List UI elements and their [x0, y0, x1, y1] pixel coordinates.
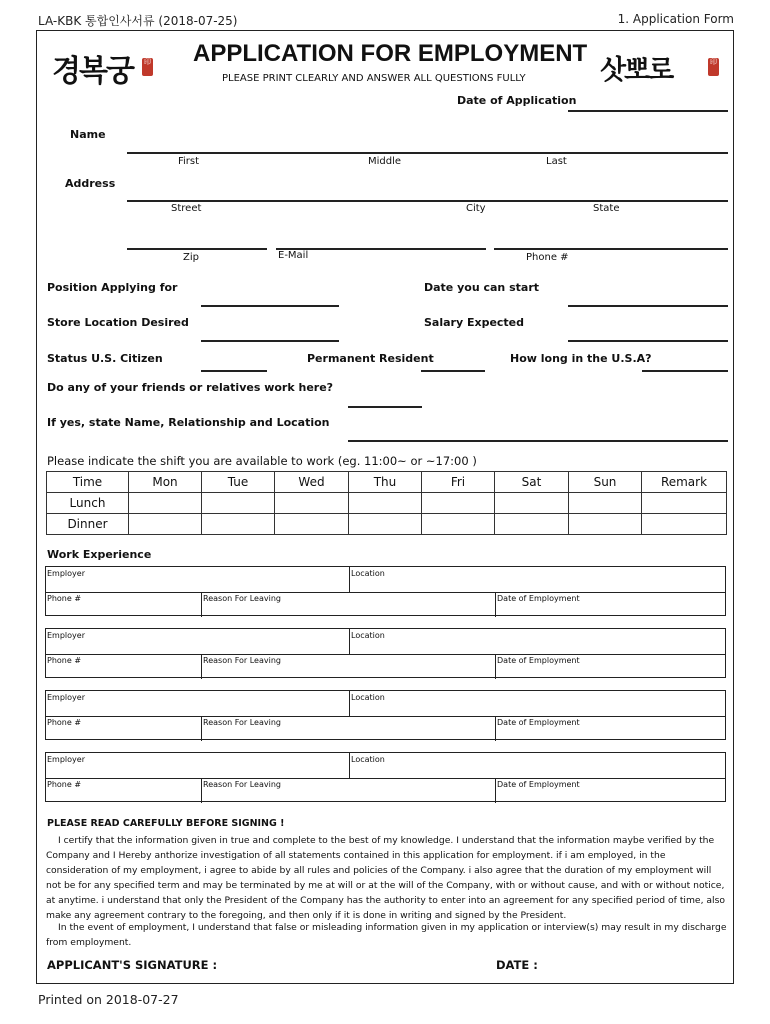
- date-of-employment-field[interactable]: Date of Employment: [495, 654, 725, 679]
- shift-row-dinner: [47, 514, 727, 535]
- position-label: Position Applying for: [47, 281, 178, 294]
- position-input[interactable]: [201, 290, 339, 306]
- work-entry-row: [46, 654, 725, 679]
- resident-label: Permanent Resident: [307, 352, 434, 365]
- salary-line: [568, 340, 728, 342]
- shift-instruction: Please indicate the shift you are available to work (eg. 11:00~ or ~17:00 ): [47, 454, 477, 468]
- shift-header-tue: Tue: [202, 472, 275, 493]
- form-subtitle: PLEASE PRINT CLEARLY AND ANSWER ALL QUESTIONS FULLY: [222, 73, 526, 84]
- shift-cell[interactable]: [642, 493, 727, 514]
- document-code: LA-KBK 통합인사서류 (2018-07-25): [38, 14, 238, 28]
- citizen-line: [201, 370, 267, 372]
- store-location-input[interactable]: [201, 325, 339, 341]
- shift-row-lunch: [47, 493, 727, 514]
- signature-input[interactable]: [200, 956, 480, 974]
- shift-header-thu: Thu: [349, 472, 422, 493]
- phone-field[interactable]: Phone #: [47, 594, 82, 603]
- address-zip-input[interactable]: [127, 232, 267, 248]
- if-yes-input[interactable]: [348, 425, 728, 441]
- address-state-caption: State: [593, 203, 620, 214]
- logo-right-seal: 印: [708, 58, 719, 76]
- friends-line: [348, 406, 422, 408]
- shift-cell[interactable]: [422, 493, 495, 514]
- shift-cell[interactable]: [495, 514, 569, 535]
- work-entry-row: [46, 753, 725, 779]
- shift-cell[interactable]: [202, 493, 275, 514]
- employer-field[interactable]: Employer: [47, 569, 85, 578]
- shift-header-fri: Fri: [422, 472, 495, 493]
- legal-paragraph-2: In the event of employment, I understand that false or misleading information given in my application or interview(s) may result in my discharge from employment.: [46, 922, 727, 948]
- work-entry-row: [46, 691, 725, 717]
- signature-label: APPLICANT'S SIGNATURE :: [47, 958, 218, 972]
- signature-date-input[interactable]: [540, 956, 720, 974]
- shift-header-sat: Sat: [495, 472, 569, 493]
- name-line: [127, 152, 728, 154]
- date-of-employment-field[interactable]: Date of Employment: [495, 778, 725, 803]
- address-email-caption: E-Mail: [278, 250, 309, 261]
- shift-cell[interactable]: [349, 493, 422, 514]
- shift-header-row: [47, 472, 727, 493]
- form-title: APPLICATION FOR EMPLOYMENT: [193, 40, 588, 67]
- position-line: [201, 305, 339, 307]
- salary-input[interactable]: [568, 325, 728, 341]
- shift-header-wed: Wed: [275, 472, 349, 493]
- address-label: Address: [65, 177, 116, 190]
- start-date-line: [568, 305, 728, 307]
- address-zip-line: [127, 248, 267, 250]
- location-field[interactable]: Location: [349, 567, 725, 592]
- shift-cell[interactable]: [422, 514, 495, 535]
- employer-field[interactable]: Employer: [47, 693, 85, 702]
- work-entry-row: [46, 629, 725, 655]
- date-of-application-label: Date of Application: [457, 94, 577, 107]
- shift-cell[interactable]: [202, 514, 275, 535]
- legal-paragraph-1: I certify that the information given in true and complete to the best of my knowledge. I understand that the information maybe verified by the Company and I Hereby anthorize investigation of all statements contained in this application for employment. if i am employed, in the consideration of my employment, i agree to abide by all rules and policies of the Company. i also agree that the duration of my employment will not be for any specified term and may be terminated by me at will or at the will of the Company, with or without cause, and with or without notice, at anytime. i understand that only the President of the Company has the authority to enter into an agreement for any specified period of time, also make any agreement contrary to the foregoing, and then only if it is done in writing and signed by the President.: [46, 835, 726, 921]
- shift-cell[interactable]: [569, 493, 642, 514]
- if-yes-line: [348, 440, 728, 442]
- work-entry-row: [46, 778, 725, 803]
- address-email-input[interactable]: [276, 232, 486, 248]
- citizen-label: Status U.S. Citizen: [47, 352, 163, 365]
- page-label: 1. Application Form: [617, 12, 734, 26]
- address-street-line: [127, 200, 728, 202]
- resident-line: [421, 370, 485, 372]
- if-yes-label: If yes, state Name, Relationship and Location: [47, 416, 330, 429]
- logo-left-seal: 印: [142, 58, 153, 76]
- shift-row-label: Lunch: [47, 493, 129, 514]
- location-field[interactable]: Location: [349, 629, 725, 654]
- shift-cell[interactable]: [275, 514, 349, 535]
- shift-cell[interactable]: [275, 493, 349, 514]
- salary-label: Salary Expected: [424, 316, 525, 329]
- store-location-line: [201, 340, 339, 342]
- reason-field[interactable]: Reason For Leaving: [201, 592, 495, 617]
- shift-table: [46, 471, 727, 535]
- name-first-caption: First: [178, 156, 200, 167]
- logo-right: 삿뽀로: [600, 55, 673, 86]
- phone-field[interactable]: Phone #: [47, 780, 82, 789]
- work-entry-row: [46, 567, 725, 593]
- address-zip-caption: Zip: [183, 252, 199, 263]
- employer-field[interactable]: Employer: [47, 755, 85, 764]
- logo-left: 경복궁: [52, 54, 133, 89]
- resident-input[interactable]: [421, 355, 485, 371]
- address-street-input[interactable]: [127, 184, 728, 200]
- date-of-application-line: [568, 110, 728, 112]
- how-long-line: [642, 370, 728, 372]
- reason-field[interactable]: Reason For Leaving: [201, 778, 495, 803]
- work-entry-4: [45, 752, 726, 802]
- shift-header-mon: Mon: [129, 472, 202, 493]
- shift-cell[interactable]: [495, 493, 569, 514]
- friends-label: Do any of your friends or relatives work here?: [47, 381, 334, 394]
- location-field[interactable]: Location: [349, 753, 725, 778]
- how-long-label: How long in the U.S.A?: [510, 352, 652, 365]
- address-city-caption: City: [466, 203, 486, 214]
- shift-cell[interactable]: [349, 514, 422, 535]
- how-long-input[interactable]: [642, 355, 728, 371]
- address-street-caption: Street: [171, 203, 202, 214]
- shift-cell[interactable]: [569, 514, 642, 535]
- shift-row-label: Dinner: [47, 514, 129, 535]
- work-entry-3: [45, 690, 726, 740]
- store-location-label: Store Location Desired: [47, 316, 189, 329]
- date-label: DATE :: [496, 958, 538, 972]
- start-date-input[interactable]: [568, 290, 728, 306]
- start-date-label: Date you can start: [424, 281, 540, 294]
- citizen-input[interactable]: [201, 355, 267, 371]
- work-experience-title: Work Experience: [47, 548, 152, 561]
- address-phone-line: [494, 248, 728, 250]
- name-middle-caption: Middle: [368, 156, 402, 167]
- address-phone-caption: Phone #: [526, 252, 569, 263]
- legal-heading: PLEASE READ CAREFULLY BEFORE SIGNING !: [47, 818, 285, 829]
- phone-field[interactable]: Phone #: [47, 718, 82, 727]
- address-phone-input[interactable]: [494, 232, 728, 248]
- shift-header-time: Time: [47, 472, 129, 493]
- name-last-caption: Last: [546, 156, 567, 167]
- work-entry-row: [46, 592, 725, 617]
- reason-field[interactable]: Reason For Leaving: [201, 654, 495, 679]
- date-of-employment-field[interactable]: Date of Employment: [495, 592, 725, 617]
- phone-field[interactable]: Phone #: [47, 656, 82, 665]
- work-entry-1: [45, 566, 726, 616]
- work-entry-2: [45, 628, 726, 678]
- shift-cell[interactable]: [642, 514, 727, 535]
- employer-field[interactable]: Employer: [47, 631, 85, 640]
- work-entry-row: [46, 716, 725, 741]
- shift-header-remark: Remark: [642, 472, 727, 493]
- date-of-employment-field[interactable]: Date of Employment: [495, 716, 725, 741]
- shift-header-sun: Sun: [569, 472, 642, 493]
- printed-on: Printed on 2018-07-27: [38, 992, 179, 1007]
- name-input[interactable]: [127, 136, 728, 152]
- name-label: Name: [70, 128, 106, 141]
- shift-cell[interactable]: [129, 493, 202, 514]
- friends-input[interactable]: [348, 391, 422, 407]
- reason-field[interactable]: Reason For Leaving: [201, 716, 495, 741]
- shift-cell[interactable]: [129, 514, 202, 535]
- location-field[interactable]: Location: [349, 691, 725, 716]
